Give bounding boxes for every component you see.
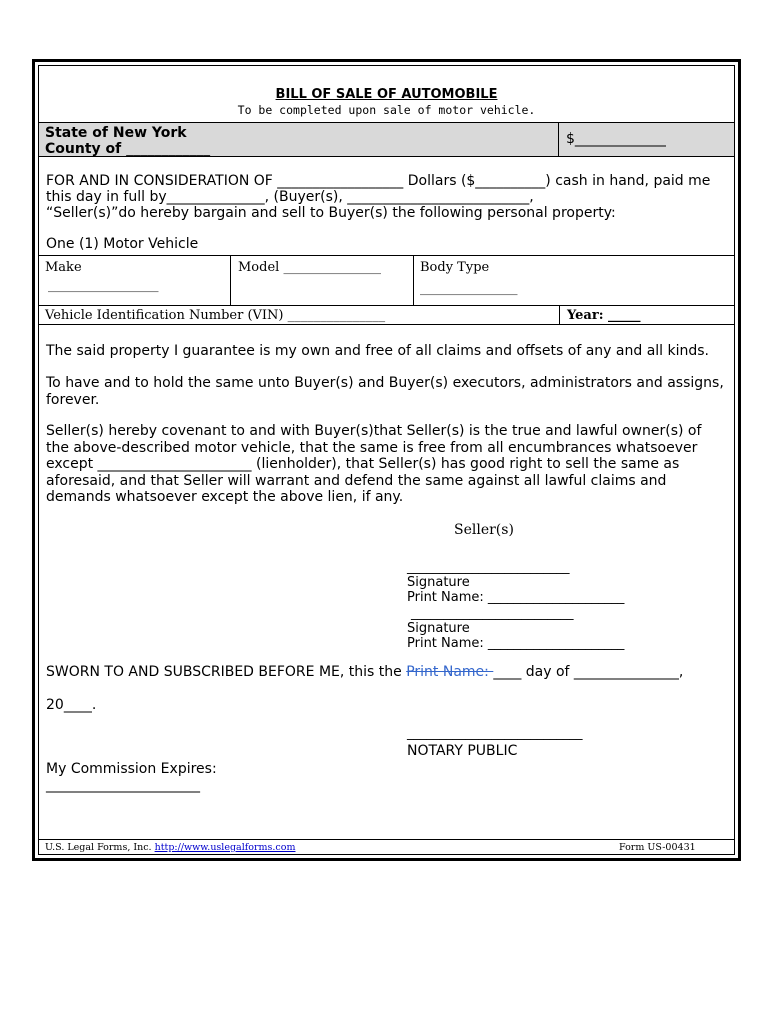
form-body: [38, 65, 735, 855]
form-title: BILL OF SALE OF AUTOMOBILE: [275, 87, 498, 102]
signature-line-1[interactable]: _________________________: [407, 560, 570, 575]
notary-public-label: NOTARY PUBLIC: [407, 743, 518, 759]
footer-credit: [45, 842, 295, 853]
vin-year-divider: [559, 305, 560, 324]
consideration-line-3: “Seller(s)”do hereby bargain and sell to Buyer(s) the following personal property:: [46, 205, 616, 221]
make-label: Make: [45, 260, 82, 275]
body-type-field[interactable]: _______________: [420, 281, 518, 296]
year-field[interactable]: Year: _____: [567, 308, 641, 323]
footer-link[interactable]: http://www.uslegalforms.com: [154, 842, 296, 853]
form-outer-border: [32, 59, 741, 861]
form-subtitle: To be completed upon sale of motor vehicle.: [237, 103, 536, 117]
sworn-suffix[interactable]: ____ day of _______________,: [493, 664, 684, 680]
vehicle-col-divider-1: [230, 255, 231, 305]
make-field[interactable]: _________________: [48, 278, 159, 293]
sworn-year-field[interactable]: 20____.: [46, 697, 97, 713]
sellers-heading: Seller(s): [454, 522, 514, 538]
county-field[interactable]: County of ____________: [45, 141, 211, 157]
signature-label-2: Signature: [407, 621, 470, 636]
commission-expires-label: My Commission Expires:: [46, 761, 217, 777]
body-type-label: Body Type: [420, 260, 490, 275]
vin-field[interactable]: Vehicle Identification Number (VIN) _______________: [45, 308, 386, 323]
commission-expires-field[interactable]: ______________________: [46, 777, 200, 793]
amount-field[interactable]: $_____________: [566, 131, 666, 147]
vehicle-table-bottom: [39, 324, 734, 325]
vehicle-table-mid: [39, 305, 734, 306]
sworn-statement: [46, 664, 683, 680]
sworn-struck-text: Print Name:: [406, 664, 494, 680]
vehicle-table-top: [39, 255, 734, 256]
footer-divider: [39, 839, 734, 840]
guarantee-clause: The said property I guarantee is my own and free of all claims and offsets of any and all kinds.: [46, 343, 710, 359]
footer-company: U.S. Legal Forms, Inc.: [45, 842, 155, 853]
band-divider: [558, 123, 559, 156]
notary-signature-line[interactable]: ___________________________: [407, 726, 583, 741]
model-field[interactable]: Model _______________: [238, 260, 381, 275]
print-name-1[interactable]: Print Name: _____________________: [407, 590, 625, 605]
form-number: Form US-00431: [619, 842, 696, 853]
sworn-prefix: SWORN TO AND SUBSCRIBED BEFORE ME, this the: [46, 664, 407, 680]
vehicle-col-divider-2: [413, 255, 414, 305]
property-description: One (1) Motor Vehicle: [46, 236, 199, 252]
signature-line-2[interactable]: _________________________: [411, 606, 574, 621]
hold-clause: To have and to hold the same unto Buyer(s) and Buyer(s) executors, administrators and assigns, forever.: [46, 375, 724, 408]
consideration-line-1: FOR AND IN CONSIDERATION OF __________________ Dollars ($__________) cash in hand, paid me: [46, 173, 711, 189]
covenant-clause: Seller(s) hereby covenant to and with Buyer(s)that Seller(s) is the true and lawful owner(s) of the above-described motor vehicle, that the same is free from all encumbrances whatsoever except ______________________ (lienholder), that Seller(s) has good right to sell the same as aforesaid, and that Seller will warrant and defend the same against all lawful claims and demands whatsoever except the above lien, if any.: [46, 423, 702, 505]
consideration-line-2: this day in full by______________, (Buyer(s), __________________________,: [46, 189, 534, 205]
signature-label-1: Signature: [407, 575, 470, 590]
jurisdiction-band: [39, 122, 734, 157]
state-label: State of New York: [45, 125, 187, 141]
print-name-2[interactable]: Print Name: _____________________: [407, 636, 625, 651]
